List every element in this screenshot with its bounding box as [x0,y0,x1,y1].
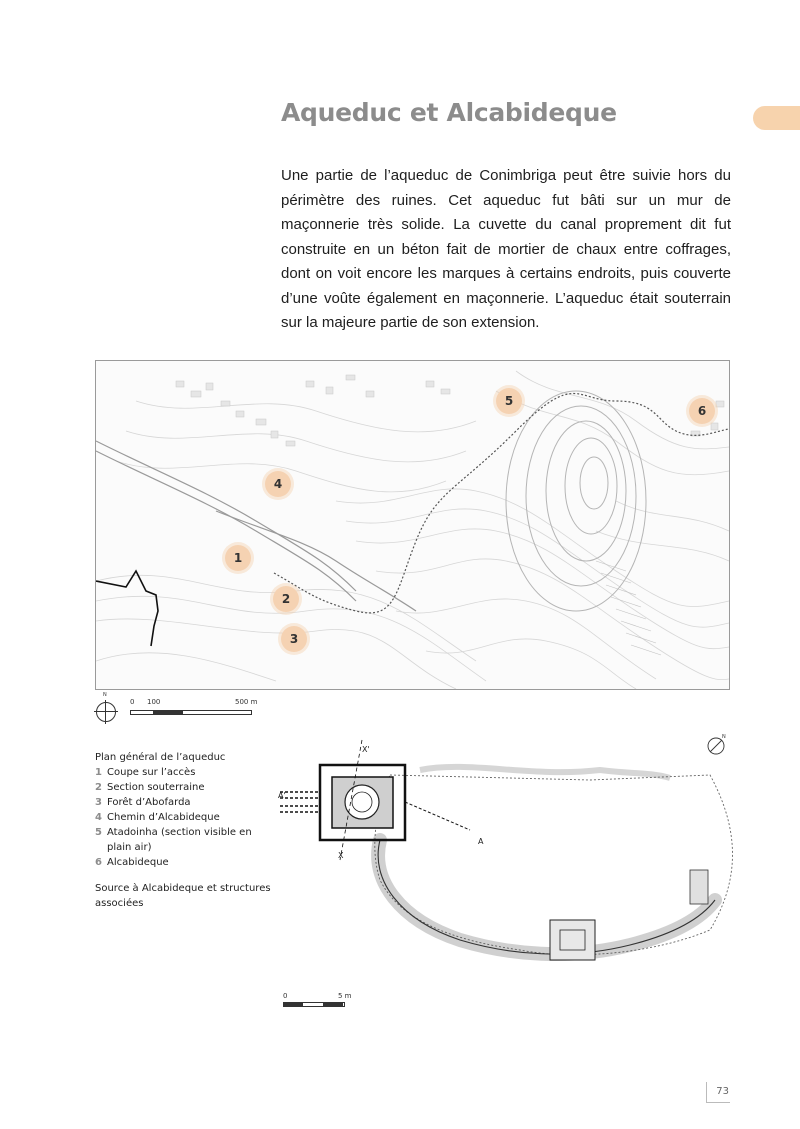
legend-number: 2 [95,782,102,793]
legend-item [95,810,275,825]
outlet-structure [690,870,708,904]
plan-scale-start: 0 [283,992,288,1000]
channel-west [280,792,320,812]
map-north-letter: N [103,692,107,698]
contour-lines [96,371,729,689]
basin-structure [550,920,595,960]
buildings [176,375,724,446]
hill-contours [506,391,646,611]
map-legend [95,750,275,911]
chapter-tab [753,106,800,130]
aqueduct-map [95,360,730,690]
plan-scale [283,992,363,1012]
map-scale-mid: 100 [147,698,161,706]
legend-title: Plan général de l’aqueduc [95,752,226,763]
legend-number: 1 [95,767,102,778]
legend-item [95,825,275,855]
legend-number: 3 [95,797,102,808]
map-north-arrow-icon [96,702,116,722]
legend-number: 6 [95,857,102,868]
map-scale-fill [153,710,183,715]
legend-item [95,765,275,780]
legend-item [95,855,275,870]
legend-label: Atadoinha (section visible en plain air) [107,827,252,853]
map-scale [95,694,295,724]
source-caption: Source à Alcabideque et structures associées [95,883,271,909]
section-label-a: A [478,837,484,846]
map-marker-2: 2 [273,586,299,612]
source-plan [270,730,750,990]
topographic-map [96,361,729,689]
north-wall [420,767,670,778]
legend-number: 5 [95,827,102,838]
legend-label: Coupe sur l’accès [107,767,196,778]
map-marker-3: 3 [281,626,307,652]
page-number: 73 [706,1082,730,1103]
plan-scale-fill [323,1002,343,1007]
legend-label: Section souterraine [107,782,205,793]
map-marker-1: 1 [225,545,251,571]
section-label-x: X [338,851,344,860]
plan-scale-fill [283,1002,303,1007]
well [345,785,379,819]
legend-list [95,765,275,870]
section-line-a [405,802,470,830]
map-marker-6: 6 [689,398,715,424]
legend-label: Chemin d’Alcabideque [107,812,220,823]
section-label-x-prime: X' [362,745,370,754]
map-scale-bar [130,710,252,715]
legend-number: 4 [95,812,102,823]
intro-paragraph: Une partie de l’aqueduc de Conimbriga peut être suivie hors du périmètre des ruines. Cet aqueduc fut bâti sur un mur de maçonnerie très solide. La cuvette du canal proprement dit fut construite en un béton fait de mortier de chaux entre coffrages, dont on voit encore les marques à certains endroits, puis couverte d’une voûte également en maçonnerie. L’aqueduc était souterrain sur la majeure partie de son extension. [281,167,731,331]
hill-hatching [596,561,661,655]
map-marker-5: 5 [496,388,522,414]
legend-item [95,780,275,795]
section-label-a-prime: A' [278,791,286,800]
map-scale-end: 500 m [235,698,258,706]
map-scale-start: 0 [130,698,135,706]
plan-north-letter: N [722,734,726,740]
map-marker-4: 4 [265,471,291,497]
stone-wall [378,840,715,954]
page-title: Aqueduc et Alcabideque [281,98,617,127]
legend-item [95,795,275,810]
aqueduct-route [274,394,729,613]
legend-label: Alcabideque [107,857,169,868]
plan-scale-end: 5 m [338,992,352,1000]
conimbriga-walls [96,571,158,646]
legend-label: Forêt d’Abofarda [107,797,191,808]
source-plan-drawing [270,730,750,990]
